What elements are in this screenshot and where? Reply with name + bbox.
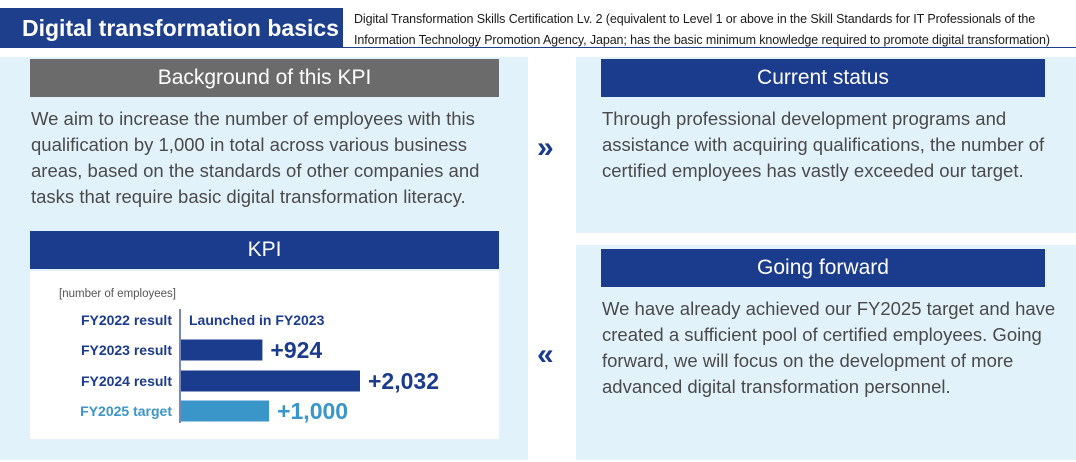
going-forward-heading: Going forward xyxy=(601,249,1045,287)
current-status-heading: Current status xyxy=(601,59,1045,97)
header-divider xyxy=(0,47,1076,48)
chart-category-label: FY2025 target xyxy=(80,403,172,419)
kpi-heading: KPI xyxy=(30,231,499,269)
chart-data-label: Launched in FY2023 xyxy=(189,312,325,328)
background-heading: Background of this KPI xyxy=(30,59,499,97)
chart-data-label: +1,000 xyxy=(277,398,349,424)
chart-bar xyxy=(181,340,262,361)
page-title: Digital transformation basics xyxy=(0,8,343,48)
header-note xyxy=(354,9,1076,51)
background-text: We aim to increase the number of employees with this qualification by 1,000 in total across various business areas, based on the standards of other companies and tasks that require basic digital transformation literacy. xyxy=(31,108,480,207)
chart-bar xyxy=(181,401,269,422)
chart-data-label: +2,032 xyxy=(368,368,439,394)
kpi-chart-svg xyxy=(30,271,499,439)
arrow-right-icon: » xyxy=(537,131,554,164)
chart-data-label: +924 xyxy=(270,337,323,363)
chart-category-label: FY2023 result xyxy=(80,342,172,358)
current-status-text: Through professional development programs and assistance with acquiring qualifications, the number of certified employees has vastly exceeded our target. xyxy=(602,108,1045,181)
header-note-line2: Information Technology Promotion Agency, Japan; has the basic minimum knowledge required to promote digital transformation) xyxy=(354,33,1050,47)
chart-bar xyxy=(181,371,360,392)
chart-unit-label: [number of employees] xyxy=(59,288,176,300)
chart-category-label: FY2024 result xyxy=(80,373,172,389)
arrow-left-icon: « xyxy=(537,338,554,371)
kpi-chart xyxy=(30,271,499,439)
going-forward-text: We have already achieved our FY2025 target and have created a sufficient pool of certified employees. Going forward, we will focus on the development of more advanced digital transformation personnel. xyxy=(602,298,1056,397)
chart-category-label: FY2022 result xyxy=(80,312,172,328)
header-note-line1: Digital Transformation Skills Certification Lv. 2 (equivalent to Level 1 or above in the Skill Standards for IT Professionals of the xyxy=(354,12,1036,26)
